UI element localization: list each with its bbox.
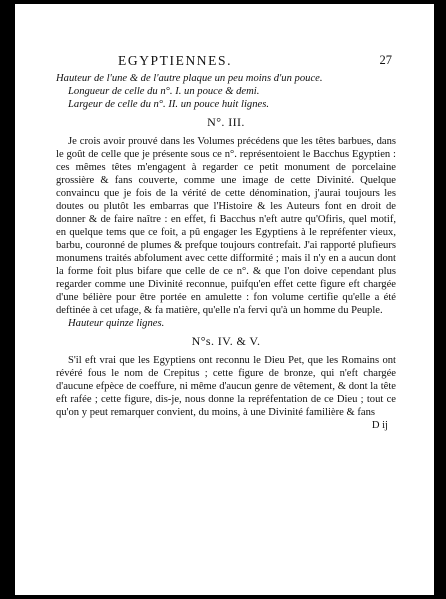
section-heading-3: N°. III.: [207, 115, 245, 129]
running-title: EGYPTIENNES.: [118, 53, 233, 68]
section-3-paragraph: Je crois avoir prouvé dans les Volumes précédens que les têtes barbues, dans le goût de celle que je présente sous ce n°. représentoient le Bacchus Egyptien : ces mêmes têtes m'engagent à regarder ce petit monument de porcelaine grossière & fans couverte, comme une image de cette Divinité. Quelque convaincu que je fois de la vérité de cette dénomination, j'aurai toujours les doutes ou plutôt les embarras que l'Histoire & les Auteurs font en droit de donner & de faire naître : en effet, fi Bacchus n'eft autre qu'Ofiris, quel motif, en quelque tems que ce foit, a pû engager les Egyptiens à le repréfenter vieux, barbu, couronné de plumes & prefque toujours contrefait. J'ai rapporté plufieurs monumens traités abfolument avec cette difformité ; mais il n'y en a aucun dont la forme foit plus bifare que celle de ce n°. & que l'on doive cependant plus regarder comme une Divinité reconnue, puifqu'en effet cette figure eft chargée d'une bélière pour être portée en amulette : fon volume certifie qu'elle a été deftinée à cet ufage, & fa matière, qu'elle n'a fervi qu'à un homme du Peuple.: [56, 136, 396, 316]
section-3-measure: Hauteur quinze lignes.: [68, 318, 165, 329]
page-number: 27: [379, 53, 392, 67]
section-heading-4-5: N°s. IV. & V.: [191, 334, 261, 348]
running-head: [56, 54, 396, 72]
measure-width: Largeur de celle du n°. II. un pouce huit lignes.: [68, 99, 269, 110]
measure-height: Hauteur de l'une & de l'autre plaque un peu moins d'un pouce.: [56, 73, 323, 84]
signature-mark: D ij: [371, 420, 388, 431]
measure-length: Longueur de celle du n°. I. un pouce & demi.: [68, 86, 260, 97]
book-page: [56, 54, 396, 432]
section-4-5-paragraph: S'il eft vrai que les Egyptiens ont reconnu le Dieu Pet, que les Romains ont révéré fous le nom de Crepitus ; cette figure de bronze, qui n'eft chargée d'aucune efpèce de coeffure, ni même d'aucun genre de vêtement, & dont la tête eft rafée ; cette figure, dis-je, nous donne la repréfentation de ce Dieu ; tout ce qu'on y peut remarquer convient, du moins, à une Divinité familière & fans: [56, 355, 396, 418]
